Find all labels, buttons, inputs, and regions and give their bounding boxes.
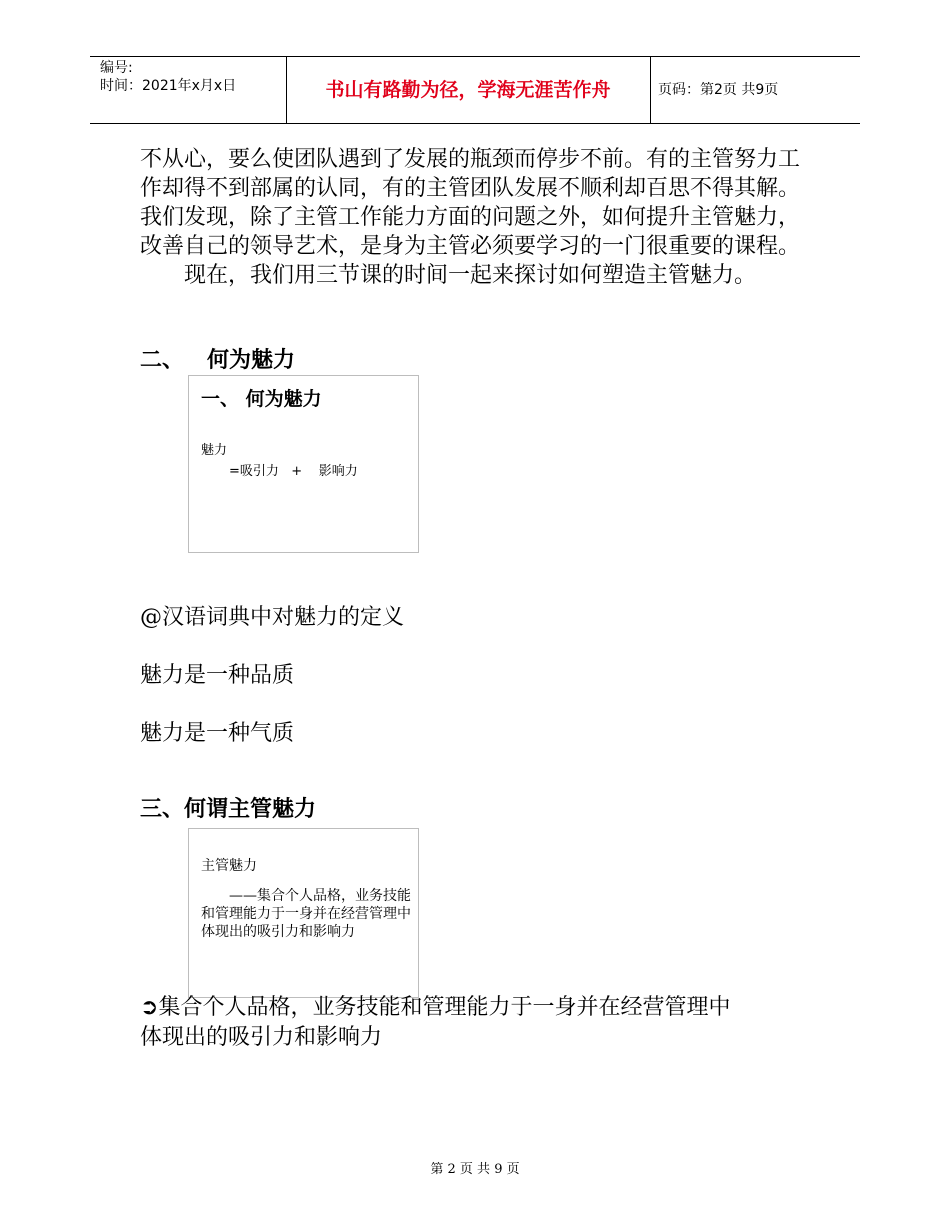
header-meta [100, 59, 236, 95]
slide-what-is-charm [188, 375, 419, 553]
slide-manager-charm [188, 828, 419, 998]
definition-line: @汉语词典中对魅力的定义 [140, 605, 405, 630]
slide-formula: =吸引力 + 影响力 [229, 464, 358, 479]
page-header [90, 56, 860, 124]
header-motto: 书山有路勤为径，学海无涯苦作舟 [325, 79, 611, 101]
bullet-line [140, 990, 730, 1021]
bullet-line-continuation: 体现出的吸引力和影响力 [140, 1025, 383, 1050]
intro-paragraph: 不从心，要么使团队遇到了发展的瓶颈而停步不前。有的主管努力工作却得不到部属的认同，有的主管团队发展不顺利却百思不得其解。我们发现，除了主管工作能力方面的问题之外，如何提升主管魅力，改善自己的领导艺术，是身为主管必须要学习的一门很重要的课程。 [140, 147, 801, 259]
section-heading-what-is-charm: 二、 何为魅力 [140, 348, 295, 373]
definition-line: 魅力是一种气质 [140, 721, 295, 746]
page-footer: 第 2 页 共 9 页 [430, 1162, 520, 1177]
header-divider [650, 57, 651, 123]
definition-line: 魅力是一种品质 [140, 663, 295, 688]
section-heading-manager-charm: 三、何谓主管魅力 [140, 797, 317, 822]
document-number-label: 编号: [100, 60, 133, 76]
slide-title: 一、 何为魅力 [201, 388, 322, 410]
bullet-text: 集合个人品格，业务技能和管理能力于一身并在经营管理中 [158, 995, 731, 1020]
slide-title: 主管魅力 [201, 858, 257, 874]
slide-description: ——集合个人品格，业务技能和管理能力于一身并在经营管理中体现出的吸引力和影响力 [201, 888, 411, 940]
document-time: 时间：2021年x月x日 [100, 78, 237, 94]
intro-paragraph: 现在，我们用三节课的时间一起来探讨如何塑造主管魅力。 [184, 263, 757, 288]
header-page-info: 页码：第2页 共9页 [658, 82, 779, 98]
slide-term: 魅力 [201, 443, 228, 458]
arrow-bullet-icon: ➲ [140, 995, 159, 1020]
intro-text [140, 145, 820, 290]
